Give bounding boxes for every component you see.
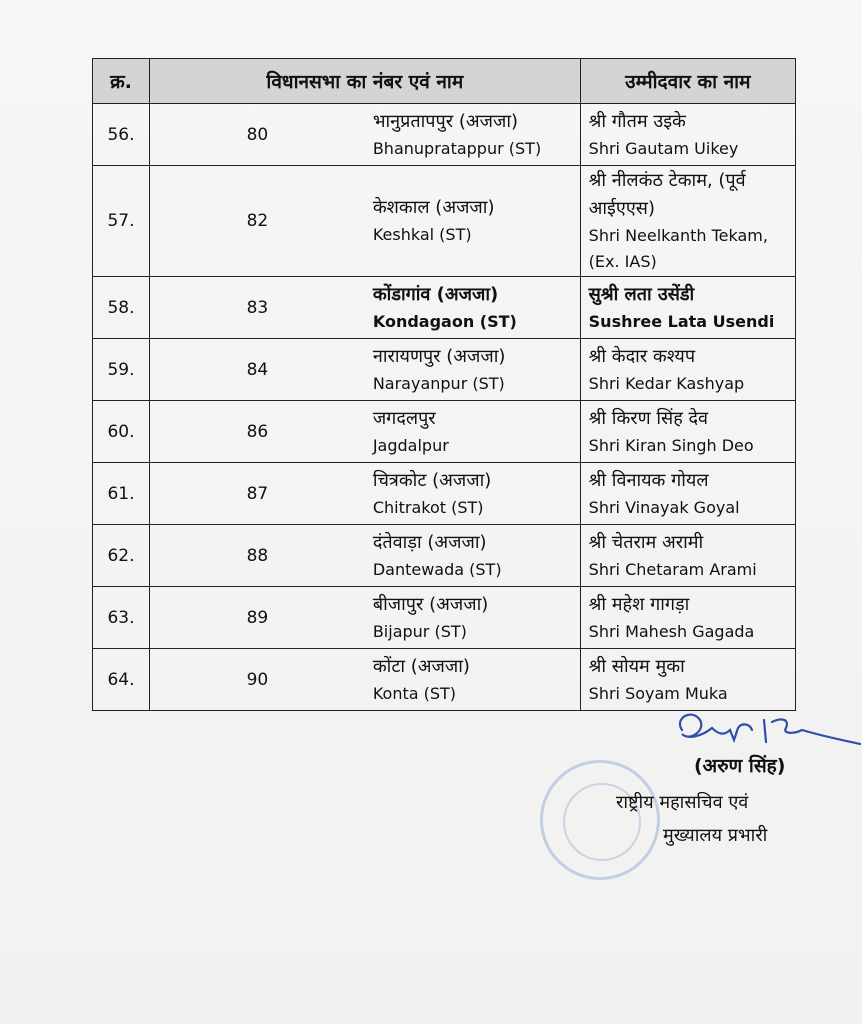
candidate-name-hindi: सुश्री लता उसेंडी bbox=[588, 283, 695, 305]
table-header-row bbox=[93, 59, 796, 104]
constituency-number: 84 bbox=[150, 339, 365, 401]
candidate-name-hindi: श्री महेश गागड़ा bbox=[588, 593, 690, 615]
row-serial: 58. bbox=[93, 277, 150, 339]
candidate-name-english: Shri Vinayak Goyal bbox=[588, 497, 740, 517]
candidate-name bbox=[580, 401, 795, 463]
table-row bbox=[93, 277, 796, 339]
constituency-number: 82 bbox=[150, 166, 365, 277]
candidate-name bbox=[580, 463, 795, 525]
constituency-name bbox=[365, 649, 580, 711]
constituency-number: 86 bbox=[150, 401, 365, 463]
constituency-name bbox=[365, 587, 580, 649]
constituency-number: 89 bbox=[150, 587, 365, 649]
constituency-number: 80 bbox=[150, 104, 365, 166]
table-row bbox=[93, 166, 796, 277]
constituency-name-english: Bijapur (ST) bbox=[372, 621, 467, 641]
constituency-name-hindi: चित्रकोट (अजजा) bbox=[372, 469, 492, 491]
constituency-name bbox=[365, 401, 580, 463]
constituency-name bbox=[365, 104, 580, 166]
constituency-name-english: Jagdalpur bbox=[372, 435, 449, 455]
candidate-name bbox=[580, 166, 795, 277]
signatory-designation-line1: राष्ट्रीय महासचिव एवं bbox=[616, 792, 749, 813]
candidate-name-hindi: श्री चेतराम अरामी bbox=[588, 531, 704, 553]
constituency-name-english: Konta (ST) bbox=[372, 683, 457, 703]
constituency-number: 87 bbox=[150, 463, 365, 525]
row-serial: 61. bbox=[93, 463, 150, 525]
constituency-name-english: Chitrakot (ST) bbox=[372, 497, 484, 517]
table-row bbox=[93, 401, 796, 463]
candidate-name-english: Shri Soyam Muka bbox=[588, 683, 728, 703]
constituency-name-english: Bhanupratappur (ST) bbox=[372, 138, 542, 158]
header-serial: क्र. bbox=[93, 59, 150, 104]
candidate-name-english: Shri Kiran Singh Deo bbox=[588, 435, 754, 455]
candidate-name-hindi: श्री विनायक गोयल bbox=[588, 469, 709, 491]
constituency-name bbox=[365, 339, 580, 401]
constituency-number: 83 bbox=[150, 277, 365, 339]
candidate-name-hindi: श्री किरण सिंह देव bbox=[588, 407, 709, 429]
table-row bbox=[93, 339, 796, 401]
constituency-name-english: Keshkal (ST) bbox=[372, 225, 472, 244]
constituency-name-english: Narayanpur (ST) bbox=[372, 373, 505, 393]
candidate-name-english: Shri Mahesh Gagada bbox=[588, 621, 755, 641]
row-serial: 56. bbox=[93, 104, 150, 166]
table-row bbox=[93, 525, 796, 587]
candidate-name bbox=[580, 277, 795, 339]
candidate-name-english: Shri Chetaram Arami bbox=[588, 559, 757, 579]
constituency-number: 88 bbox=[150, 525, 365, 587]
candidate-name-hindi: श्री नीलकंठ टेकाम, (पूर्व आईएएस) bbox=[588, 170, 746, 219]
office-seal-stamp bbox=[540, 760, 660, 880]
candidate-name-english: Shri Kedar Kashyap bbox=[588, 373, 745, 393]
signatory-name: (अरुण सिंह) bbox=[694, 755, 786, 777]
constituency-name bbox=[365, 277, 580, 339]
candidate-name-english: Shri Gautam Uikey bbox=[588, 138, 739, 158]
candidate-name-english: Sushree Lata Usendi bbox=[588, 311, 775, 331]
table-row bbox=[93, 587, 796, 649]
row-serial: 59. bbox=[93, 339, 150, 401]
candidate-name bbox=[580, 104, 795, 166]
candidate-name-hindi: श्री केदार कश्यप bbox=[588, 345, 696, 367]
constituency-name bbox=[365, 525, 580, 587]
constituency-name-hindi: बीजापुर (अजजा) bbox=[372, 593, 489, 615]
constituency-name bbox=[365, 463, 580, 525]
constituency-name-hindi: जगदलपुर bbox=[372, 407, 436, 429]
row-serial: 60. bbox=[93, 401, 150, 463]
constituency-name-hindi: दंतेवाड़ा (अजजा) bbox=[372, 531, 487, 553]
candidate-name bbox=[580, 339, 795, 401]
candidate-table bbox=[92, 58, 796, 711]
candidate-name-hindi: श्री सोयम मुका bbox=[588, 655, 685, 677]
header-candidate: उम्मीदवार का नाम bbox=[580, 59, 795, 104]
constituency-name-hindi: केशकाल (अजजा) bbox=[372, 197, 495, 218]
constituency-number: 90 bbox=[150, 649, 365, 711]
constituency-name-hindi: भानुप्रतापपुर (अजजा) bbox=[372, 110, 518, 132]
row-serial: 62. bbox=[93, 525, 150, 587]
signature-image bbox=[672, 700, 862, 760]
table-row bbox=[93, 463, 796, 525]
table-row bbox=[93, 104, 796, 166]
candidate-name bbox=[580, 587, 795, 649]
constituency-name-english: Dantewada (ST) bbox=[372, 559, 502, 579]
constituency-name-english: Kondagaon (ST) bbox=[372, 311, 517, 331]
row-serial: 63. bbox=[93, 587, 150, 649]
candidate-name-hindi: श्री गौतम उइके bbox=[588, 110, 686, 132]
constituency-name-hindi: कोंडागांव (अजजा) bbox=[372, 283, 499, 305]
signatory-designation-line2: मुख्यालय प्रभारी bbox=[663, 825, 768, 846]
constituency-name-hindi: कोंटा (अजजा) bbox=[372, 655, 470, 677]
row-serial: 64. bbox=[93, 649, 150, 711]
constituency-name-hindi: नारायणपुर (अजजा) bbox=[372, 345, 506, 367]
candidate-name bbox=[580, 525, 795, 587]
constituency-name bbox=[365, 166, 580, 277]
candidate-name-english: Shri Neelkanth Tekam, (Ex. IAS) bbox=[588, 226, 768, 271]
row-serial: 57. bbox=[93, 166, 150, 277]
header-constituency: विधानसभा का नंबर एवं नाम bbox=[150, 59, 581, 104]
